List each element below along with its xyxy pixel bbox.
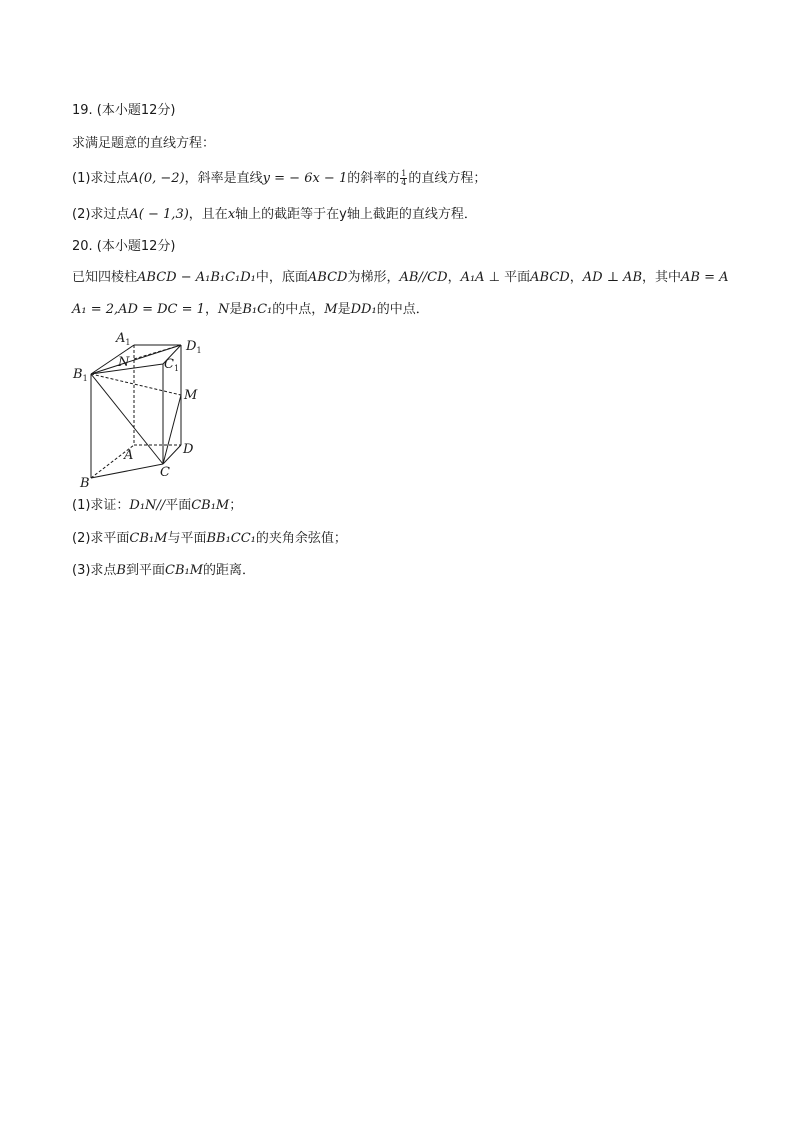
q20-p3-mid: 到平面	[125, 563, 165, 578]
q20-b1c1-expr: B₁C₁	[242, 302, 273, 317]
q20-part1	[72, 497, 242, 515]
q20-p1-plane: CB₁M	[191, 498, 230, 513]
q19-p1-mid: ，斜率是直线	[184, 171, 263, 186]
q19-p1-mid2: 的斜率的	[347, 171, 400, 186]
label-b: B	[80, 476, 90, 491]
q20-base-name: ABCD	[307, 270, 348, 285]
q20-s1-text-a: 已知四棱柱	[72, 270, 138, 285]
q20-s2-text-a: ，	[204, 302, 218, 317]
q20-p2-prefix: (2)求平面	[72, 531, 130, 546]
q20-parallel-expr: AB//CD	[399, 270, 448, 285]
q20-lengths-expr: A₁ = 2,AD = DC = 1	[72, 302, 205, 317]
q20-s1-text-c: 为梯形，	[347, 270, 400, 285]
q20-n-var: N	[217, 302, 230, 317]
q20-dd1-expr: DD₁	[350, 302, 377, 317]
q19-part1	[72, 170, 486, 188]
label-m: M	[184, 388, 198, 403]
label-a1: $A_1$	[116, 331, 131, 347]
q20-p3-plane: CB₁M	[165, 563, 204, 578]
q19-p1-suffix: 的直线方程；	[408, 171, 487, 186]
q20-p3-prefix: (3)求点	[72, 563, 117, 578]
q20-base-name-2: ABCD	[530, 270, 570, 285]
q20-p1-mid: 平面	[165, 498, 192, 513]
q20-part2	[72, 530, 347, 548]
label-d: D	[183, 442, 194, 457]
label-c1: $C_1$	[164, 357, 180, 373]
q19-p2-mid: ，且在	[188, 207, 228, 222]
q19-p2-prefix: (2)求过点	[72, 207, 130, 222]
q20-s1-text-e: ⊥ 平面	[484, 270, 531, 285]
label-c: C	[160, 465, 170, 480]
q20-perp-expr: AD ⊥ AB	[582, 270, 642, 285]
q20-part3	[72, 562, 255, 580]
fraction	[400, 170, 407, 187]
q20-p2-plane2: BB₁CC₁	[206, 531, 256, 546]
q19-p1-point: A(0, −2)	[129, 171, 185, 186]
q20-p2-plane1: CB₁M	[129, 531, 168, 546]
q20-p3-point: B	[116, 563, 126, 578]
q20-a1a-expr: A₁A	[460, 270, 485, 285]
q19-p2-x: x	[227, 207, 236, 222]
q20-header: 20. (本小题12分)	[72, 239, 176, 254]
q19-p2-point: A( − 1,3)	[129, 207, 189, 222]
prism-figure	[72, 326, 212, 491]
q20-s2-text-d: 是	[337, 302, 351, 317]
q20-p1-suffix: ；	[229, 498, 243, 513]
q20-p2-suffix: 的夹角余弦值；	[255, 531, 347, 546]
label-a: A	[124, 448, 134, 463]
q20-s2-text-b: 是	[229, 302, 243, 317]
q20-p1-expr: D₁N//	[129, 498, 166, 513]
q19-header: 19. (本小题12分)	[72, 103, 176, 118]
q20-statement-line1	[72, 269, 729, 287]
q20-s1-text-g: ，其中	[642, 270, 682, 285]
q20-m-var: M	[324, 302, 338, 317]
segment-c-m	[163, 395, 181, 464]
q19-p1-equation: y = − 6x − 1	[262, 171, 348, 186]
label-n: N	[118, 355, 130, 370]
q19-p1-prefix: (1)求过点	[72, 171, 130, 186]
q20-s1-text-f: ，	[569, 270, 583, 285]
q20-s1-text-b: 中，底面	[255, 270, 308, 285]
q19-p2-suffix: 轴上的截距等于在y轴上截距的直线方程．	[235, 207, 477, 222]
q19-part2	[72, 206, 477, 224]
q20-prism-name: ABCD − A₁B₁C₁D₁	[137, 270, 256, 285]
q20-s2-text-e: 的中点．	[376, 302, 429, 317]
q20-p1-prefix: (1)求证：	[72, 498, 130, 513]
label-d1: $D_1$	[186, 339, 202, 355]
edge-b-c	[91, 464, 163, 478]
label-b1: $B_1$	[73, 367, 88, 383]
q20-p2-mid: 与平面	[167, 531, 207, 546]
q20-statement-line2	[72, 301, 429, 319]
q20-s2-text-c: 的中点，	[272, 302, 325, 317]
fraction-denominator: 4	[401, 178, 407, 187]
hidden-segment-b1-m	[91, 374, 181, 395]
q20-p3-suffix: 的距离．	[203, 563, 256, 578]
q20-ab-expr: AB = A	[681, 270, 729, 285]
q20-s1-text-d: ，	[447, 270, 461, 285]
q19-intro: 求满足题意的直线方程：	[72, 136, 216, 151]
fraction-numerator: 1	[401, 169, 407, 178]
